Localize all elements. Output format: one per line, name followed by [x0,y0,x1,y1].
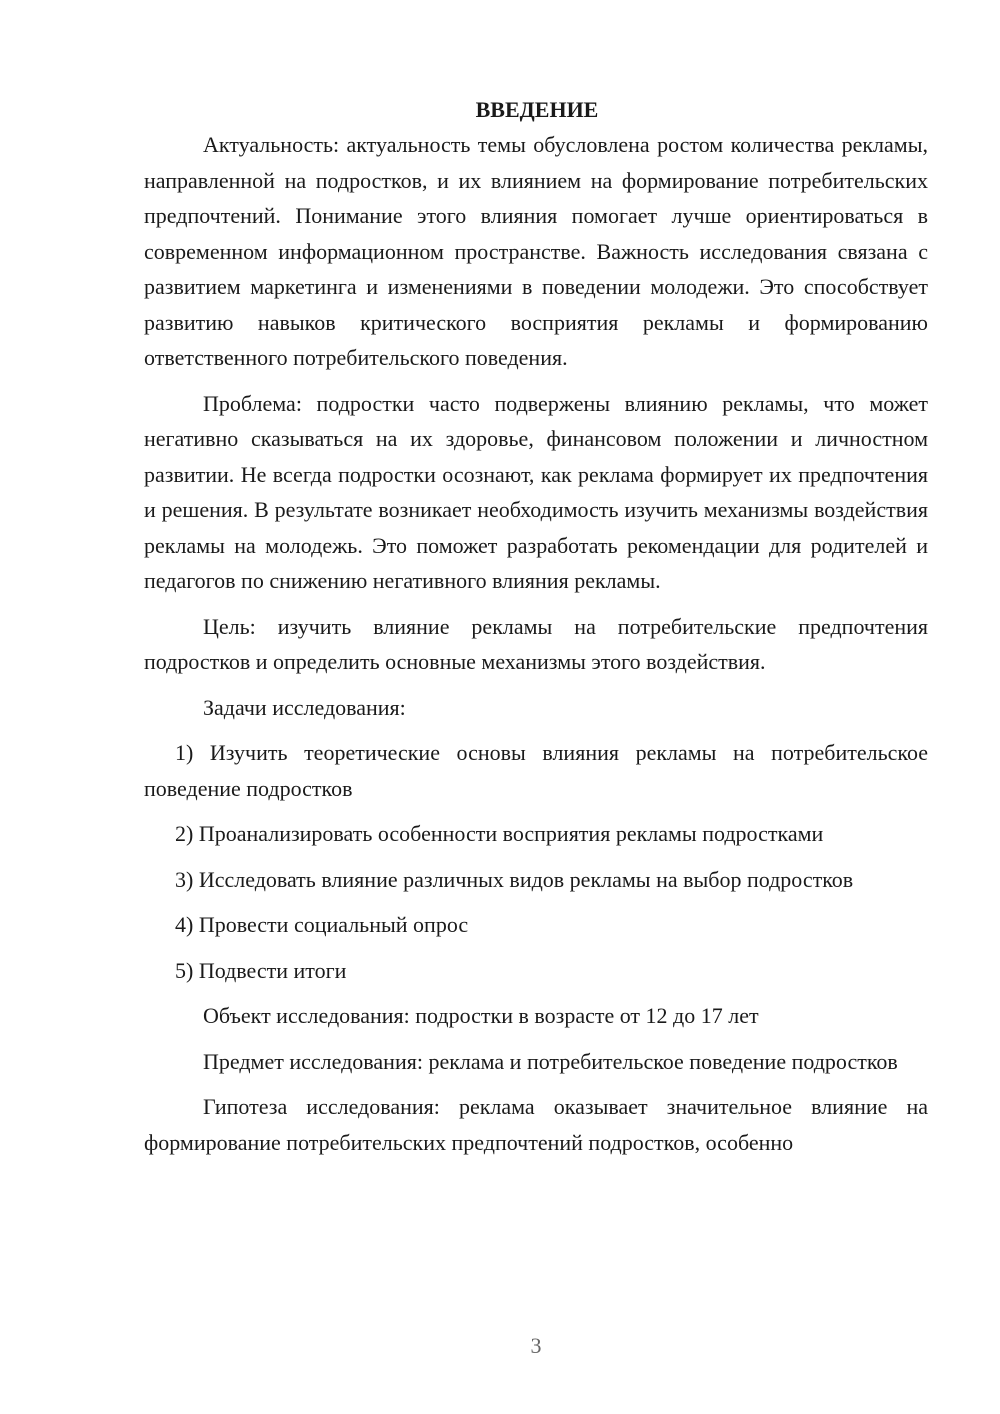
goal-paragraph: Цель: изучить влияние рекламы на потребительские предпочтения подростков и определить основные механизмы этого воздействия. [144,613,928,674]
hypothesis-paragraph: Гипотеза исследования: реклама оказывает значительное влияние на формирование потребительских предпочтений подростков, особенно [144,1094,928,1155]
object-paragraph: Объект исследования: подростки в возрасте от 12 до 17 лет [203,1003,759,1028]
task-item-1: 1) Изучить теоретические основы влияния рекламы на потребительское поведение подростков [144,740,928,801]
task-item-4: 4) Провести социальный опрос [175,912,469,937]
task-item-5: 5) Подвести итоги [175,957,347,983]
tasks-heading: Задачи исследования: [203,694,406,720]
subject-paragraph: Предмет исследования: реклама и потребительское поведение подростков [203,1048,898,1074]
task-item-3: 3) Исследовать влияние различных видов рекламы на выбор подростков [175,866,854,892]
task-item-2: 2) Проанализировать особенности восприятия рекламы подростками [175,821,824,846]
problem-paragraph: Проблема: подростки часто подвержены влиянию рекламы, что может негативно сказываться на их здоровье, финансовом положении и личностном развитии. Не всегда подростки осознают, как реклама формирует их предпочтения и решения. В результате возникает необходимость изучить механизмы воздействия рекламы на молодежь. Это поможет разработать рекомендации для родителей и педагогов по снижению негативного влияния рекламы. [144,390,928,593]
relevance-paragraph: Актуальность: актуальность темы обусловлена ростом количества рекламы, направленной на подростков, и их влиянием на формирование потребительских предпочтений. Понимание этого влияния помогает лучше ориентироваться в современном информационном пространстве. Важность исследования связана с развитием маркетинга и изменениями в поведении молодежи. Это способствует развитию навыков критического восприятия рекламы и формированию ответственного потребительского поведения. [144,132,928,370]
page-title: ВВЕДЕНИЕ [475,97,599,122]
document-page [144,92,928,1160]
page-number: 3 [530,1333,542,1358]
